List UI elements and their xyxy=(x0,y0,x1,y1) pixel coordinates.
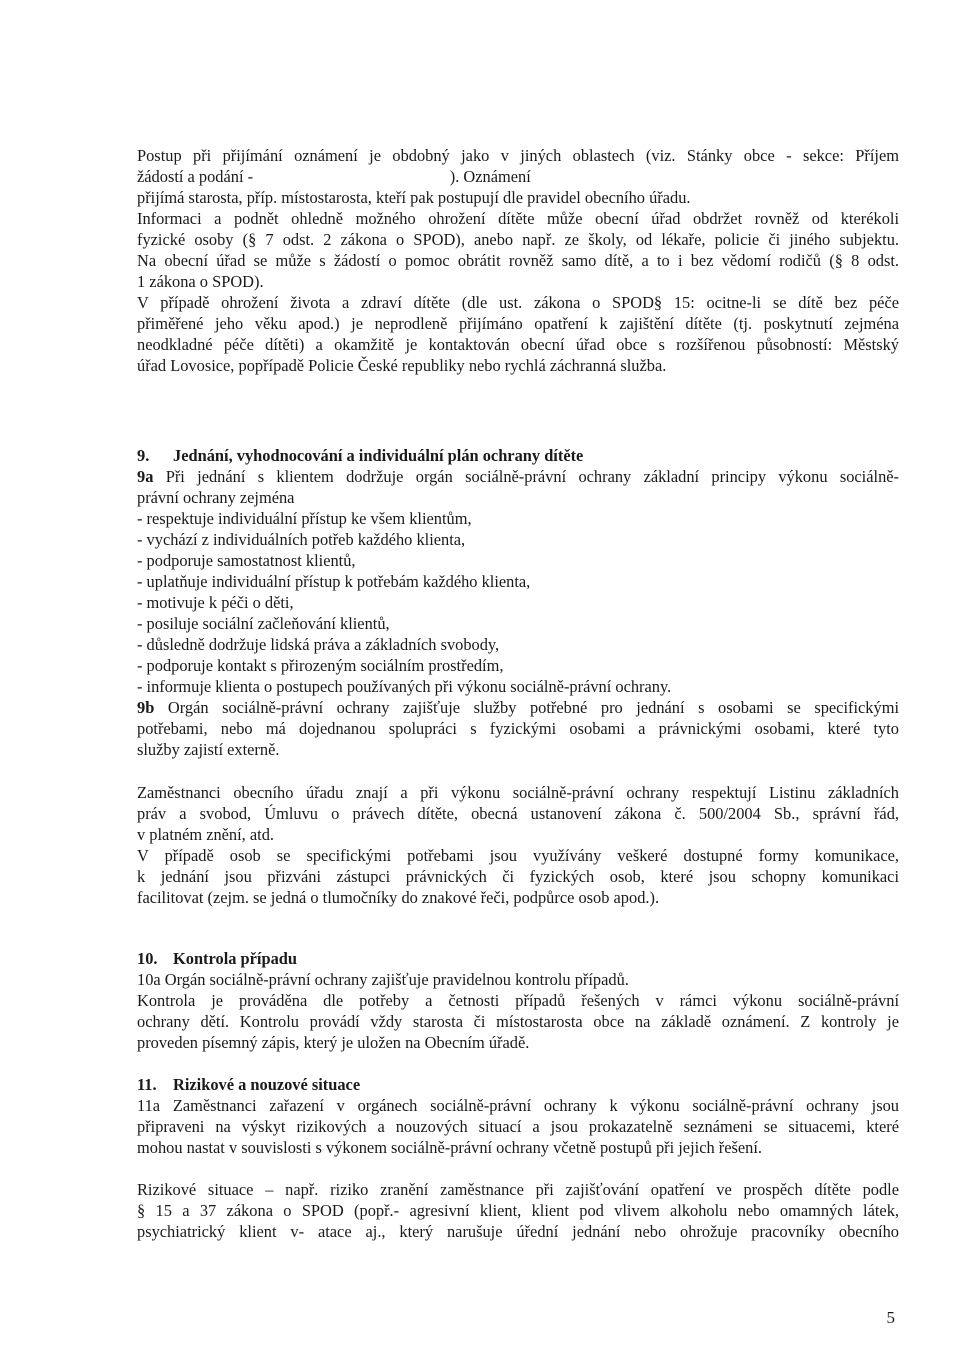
text-line: v platném znění, atd. xyxy=(137,825,274,844)
text-line: Postup při přijímání oznámení je obdobný jako v jiných oblastech (viz. Stánky obce - sekce: Příjem xyxy=(137,146,899,165)
section-number: 11. xyxy=(137,1075,157,1094)
clause-label: 9b xyxy=(137,698,155,717)
text-line: Rizikové situace – např. riziko zranění zaměstnance při zajišťování opatření ve prospěch dítěte podle xyxy=(137,1180,899,1199)
text-line: psychiatrický klient v- atace aj., který narušuje úřední jednání nebo ohrožuje pracovníky obecního xyxy=(137,1222,899,1241)
text-line: 1 zákona o SPOD). xyxy=(137,272,264,291)
text-line: V případě osob se specifickými potřebami jsou využívány veškeré dostupné formy komunikace, xyxy=(137,846,899,865)
section-9-paragraph-1 xyxy=(137,782,899,908)
text-line: právní ochrany zejména xyxy=(137,488,295,507)
text-line: § 15 a 37 zákona o SPOD (popř.- agresivní klient, klient pod vlivem alkoholu nebo omamných látek, xyxy=(137,1201,899,1220)
text-line: služby zajistí externě. xyxy=(137,740,280,759)
list-item: - důsledně dodržuje lidská práva a základních svobody, xyxy=(137,635,500,654)
text-line xyxy=(137,697,899,718)
text-line: potřebami, nebo má dojednanou spolupráci s fyzickými osobami a právnickými osobami, které tyto xyxy=(137,719,899,738)
section-number: 10. xyxy=(137,949,158,968)
list-item: - motivuje k péči o děti, xyxy=(137,593,294,612)
list-item: - podporuje samostatnost klientů, xyxy=(137,551,356,570)
section-heading xyxy=(137,445,899,466)
text-line: V případě ohrožení života a zdraví dítěte (dle ust. zákona o SPOD§ 15: ocitne-li se dítě bez péče xyxy=(137,293,899,312)
section-10 xyxy=(137,948,899,1053)
text-line: Na obecní úřad se může s žádostí o pomoc obrátit rovněž samo dítě, a to i bez vědomí rodičů (§ 8 odst. xyxy=(137,251,899,270)
section-title: Jednání, vyhodnocování a individuální plán ochrany dítěte xyxy=(173,446,584,465)
text-line: ochrany dětí. Kontrolu provádí vždy starosta či místostarosta obce na základě oznámení. Z kontroly je xyxy=(137,1012,899,1031)
text-line: přiměřené jeho věku apod.) je neprodleně přijímáno opatření k zajištění dítěte (tj. poskytnutí zejména xyxy=(137,314,899,333)
clause-text: Při jednání s klientem dodržuje orgán sociálně-právní ochrany základní principy výkonu sociálně- xyxy=(153,467,899,486)
list-item: - posiluje sociální začleňování klientů, xyxy=(137,614,390,633)
text-line: facilitovat (zejm. se jedná o tlumočníky do znakové řeči, podpůrce osob apod.). xyxy=(137,888,660,907)
text-line: připraveni na výskyt rizikových a nouzových situací a jsou prokazatelně seznámeni se situacemi, které xyxy=(137,1117,899,1136)
text-line: úřad Lovosice, popřípadě Policie České republiky nebo rychlá záchranná služba. xyxy=(137,356,667,375)
list-item: - informuje klienta o postupech používaných při výkonu sociálně-právní ochrany. xyxy=(137,677,672,696)
section-11 xyxy=(137,1074,899,1158)
text-line: žádostí a podání - ). Oznámení xyxy=(137,167,531,186)
text-line: přijímá starosta, příp. místostarosta, kteří pak postupují dle pravidel obecního úřadu. xyxy=(137,188,691,207)
clause-text: Orgán sociálně-právní ochrany zajišťuje služby potřebné pro jednání s osobami se specifickými xyxy=(154,698,899,717)
page-number: 5 xyxy=(886,1308,895,1327)
text-line: Zaměstnanci obecního úřadu znají a při výkonu sociálně-právní ochrany respektují Listinu základních xyxy=(137,783,899,802)
section-11-paragraph xyxy=(137,1179,899,1242)
section-title: Rizikové a nouzové situace xyxy=(173,1075,361,1094)
text-line: k jednání jsou přizváni zástupci právnických či fyzických osob, které jsou schopny komunikaci xyxy=(137,867,899,886)
text-line: proveden písemný zápis, který je uložen na Obecním úřadě. xyxy=(137,1033,530,1052)
list-item: - respektuje individuální přístup ke všem klientům, xyxy=(137,509,472,528)
section-number: 9. xyxy=(137,446,150,465)
text-line: 10a Orgán sociálně-právní ochrany zajišťuje pravidelnou kontrolu případů. xyxy=(137,970,629,989)
text-line: Informaci a podnět ohledně možného ohrožení dítěte může obecní úřad obdržet rovněž od kterékoli xyxy=(137,209,899,228)
clause-label: 9a xyxy=(137,467,154,486)
text-line: 11a Zaměstnanci zařazení v orgánech sociálně-právní ochrany k výkonu sociálně-právní ochrany jsou xyxy=(137,1096,899,1115)
text-line: práv a svobod, Úmluvu o právech dítěte, obecná ustanovení zákona č. 500/2004 Sb., správní řád, xyxy=(137,804,899,823)
text-line: neodkladné péče dítěti) a okamžitě je kontaktován obecní úřad obce s rozšířenou působností: Městský xyxy=(137,335,899,354)
text-line xyxy=(137,466,899,487)
list-item: - vychází z individuálních potřeb každého klienta, xyxy=(137,530,466,549)
intro-paragraph xyxy=(137,145,899,376)
text-line: Kontrola je prováděna dle potřeby a četnosti případů řešených v rámci výkonu sociálně-právní xyxy=(137,991,899,1010)
section-heading xyxy=(137,948,899,969)
section-heading xyxy=(137,1074,899,1095)
section-title: Kontrola případu xyxy=(173,949,298,968)
list-item: - uplatňuje individuální přístup k potřebám každého klienta, xyxy=(137,572,531,591)
text-line: mohou nastat v souvislosti s výkonem sociálně-právní ochrany včetně postupů při jejich řešení. xyxy=(137,1138,762,1157)
section-9 xyxy=(137,445,899,760)
list-item: - podporuje kontakt s přirozeným sociálním prostředím, xyxy=(137,656,504,675)
text-line: fyzické osoby (§ 7 odst. 2 zákona o SPOD), anebo např. ze školy, od lékaře, policie či jiného subjektu. xyxy=(137,230,899,249)
